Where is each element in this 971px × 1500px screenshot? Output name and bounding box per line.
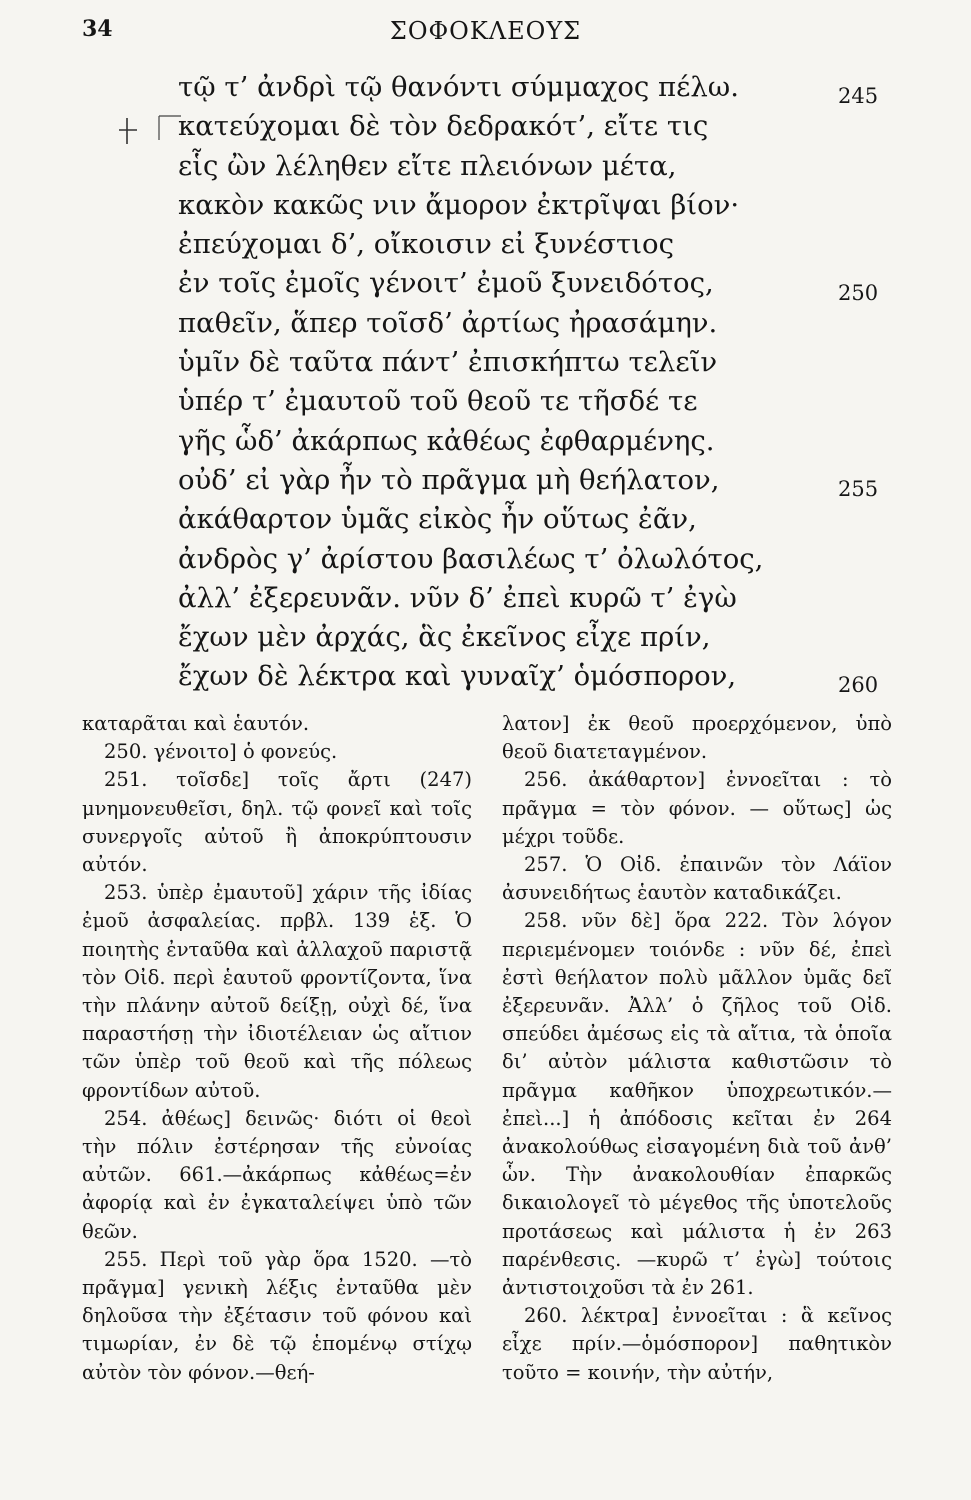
commentary-note: 251. τοῖσδε] τοῖς ἄρτι (247) μνημονευθεῖσι, δηλ. τῷ φονεῖ καὶ τοῖς συνεργοῖς αὐτοῦ ἢ ἀποκρύπτουσιν αὐτόν.: [82, 768, 472, 877]
commentary-left-column: [82, 710, 472, 1387]
verse-line: ἔχων μὲν ἀρχάς, ἃς ἐκεῖνος εἶχε πρίν,: [178, 621, 711, 654]
commentary-note: 258. νῦν δὲ] ὅρα 222. Τὸν λόγον περιεμένομεν τοιόνδε : νῦν δέ, ἐπεὶ ἐστὶ θεήλατον πολὺ μᾶλλον ὑμᾶς δεῖ ἐξερευνᾶν. Ἀλλ’ ὁ ζῆλος τοῦ Οἰδ. σπεύδει ἀμέσως εἰς τὰ αἴτια, τὰ ὁποῖα δι’ αὐτὸν μάλιστα καθιστῶσιν τὸ πρᾶγμα καθῆκον ὑποχρεωτικόν.—ἐπεὶ...] ἡ ἀπόδοσις κεῖται ἐν 264 ἀνακολούθως εἰσαγομένη διὰ τοῦ ἀνθ’ ὧν. Τὴν ἀνακολουθίαν ἐπαρκῶς δικαιολογεῖ τὸ μέγεθος τῆς ὑποτελοῦς προτάσεως καὶ μάλιστα ἡ ἐν 263 παρένθεσις. —κυρῶ τ’ ἐγὼ] τούτοις ἀντιστοιχοῦσι τὰ ἐν 261.: [502, 909, 892, 1300]
commentary-note: 255. Περὶ τοῦ γὰρ ὅρα 1520. —τὸ πρᾶγμα] γενικὴ λέξις ἐνταῦθα μὲν δηλοῦσα τὴν ἐξέτασιν τοῦ φόνου καὶ τιμωρίαν, ἐν δὲ τῷ ἑπομένῳ στίχῳ αὐτὸν τὸν φόνον.—θεή-: [82, 1247, 472, 1384]
verse-line: ὑπέρ τ’ ἐμαυτοῦ τοῦ θεοῦ τε τῆσδέ τε: [178, 385, 698, 418]
verse-block: [178, 68, 818, 697]
commentary-note: καταρᾶται καὶ ἑαυτόν.: [82, 712, 310, 735]
commentary-note: 253. ὑπὲρ ἐμαυτοῦ] χάριν τῆς ἰδίας ἐμοῦ ἀσφαλείας. πρβλ. 139 ἑξ. Ὁ ποιητὴς ἐνταῦθα καὶ ἀλλαχοῦ παριστᾷ τὸν Οἰδ. περὶ ἑαυτοῦ φροντίζοντα, ἵνα τὴν πλάνην αὐτοῦ δείξῃ, οὐχὶ δέ, ἵνα παραστήσῃ τὴν ἰδιοτέλειαν ὡς αἴτιον τῶν ὑπὲρ τοῦ θεοῦ καὶ τῆς πόλεως φροντίδων αὐτοῦ.: [82, 881, 472, 1102]
verse-line: ἔχων δὲ λέκτρα καὶ γυναῖχ’ ὁμόσπορον,: [178, 660, 737, 693]
verse-line: κακὸν κακῶς νιν ἄμορον ἐκτρῖψαι βίον·: [178, 188, 740, 221]
commentary-right-column: [502, 710, 892, 1387]
page-number: 34: [82, 16, 113, 42]
line-number-255: 255: [838, 477, 879, 501]
line-number-245: 245: [838, 84, 879, 108]
commentary-note: λατον] ἐκ θεοῦ προερχόμενον, ὑπὸ θεοῦ διατεταγμένον.: [502, 712, 892, 764]
verse-line: γῆς ὧδ’ ἀκάρπως κἀθέως ἐφθαρμένης.: [178, 424, 715, 457]
verse-line: ἀνδρὸς γ’ ἀρίστου βασιλέως τ’ ὀλωλότος,: [178, 542, 764, 575]
verse-line: ἀκάθαρτον ὑμᾶς εἰκὸς ἦν οὕτως ἐᾶν,: [178, 503, 697, 536]
verse-line: εἷς ὢν λέληθεν εἴτε πλειόνων μέτα,: [178, 149, 677, 182]
verse-line: ἀλλ’ ἐξερευνᾶν. νῦν δ’ ἐπεὶ κυρῶ τ’ ἐγὼ: [178, 581, 737, 614]
verse-line: κατεύχομαι δὲ τὸν δεδρακότ’, εἴτε τις: [178, 110, 709, 143]
verse-line: ἐπεύχομαι δ’, οἴκοισιν εἰ ξυνέστιος: [178, 228, 674, 261]
running-title: ΣΟΦΟΚΛΕΟΥΣ: [389, 17, 582, 45]
verse-line: ὑμῖν δὲ ταῦτα πάντ’ ἐπισκήπτω τελεῖν: [178, 346, 718, 379]
line-number-260: 260: [838, 673, 879, 697]
commentary-note: 256. ἀκάθαρτον] ἐννοεῖται : τὸ πρᾶγμα = τὸν φόνον. — οὕτως] ὡς μέχρι τοῦδε.: [502, 768, 892, 848]
line-number-250: 250: [838, 281, 879, 305]
commentary-note: 260. λέκτρα] ἐννοεῖται : ἃ κεῖνος εἶχε πρίν.—ὁμόσπορον] παθητικὸν τοῦτο = κοινήν, τὴν αὐτήν,: [502, 1304, 892, 1384]
verse-line: τῷ τ’ ἀνδρὶ τῷ θανόντι σύμμαχος πέλω.: [178, 71, 739, 103]
verse-line: παθεῖν, ἅπερ τοῖσδ’ ἀρτίως ἠρασάμην.: [178, 306, 718, 339]
commentary-note: 254. ἀθέως] δεινῶς· διότι οἱ θεοὶ τὴν πόλιν ἐστέρησαν τῆς εὐνοίας αὐτῶν. 661.—ἀκάρπως κἀθέως=ἐν ἀφορίᾳ καὶ ἐν ἐγκαταλείψει ὑπὸ τῶν θεῶν.: [82, 1106, 472, 1243]
pencil-margin-mark: [113, 110, 183, 150]
verse-line: ἐν τοῖς ἐμοῖς γένοιτ’ ἐμοῦ ξυνειδότος,: [178, 267, 714, 300]
commentary-note: 257. Ὁ Οἰδ. ἐπαινῶν τὸν Λάϊον ἀσυνειδήτως ἑαυτὸν καταδικάζει.: [502, 853, 892, 905]
verse-line: οὐδ’ εἰ γὰρ ἦν τὸ πρᾶγμα μὴ θεήλατον,: [178, 463, 720, 496]
commentary-note: 250. γένοιτο] ὁ φονεύς.: [104, 740, 338, 764]
